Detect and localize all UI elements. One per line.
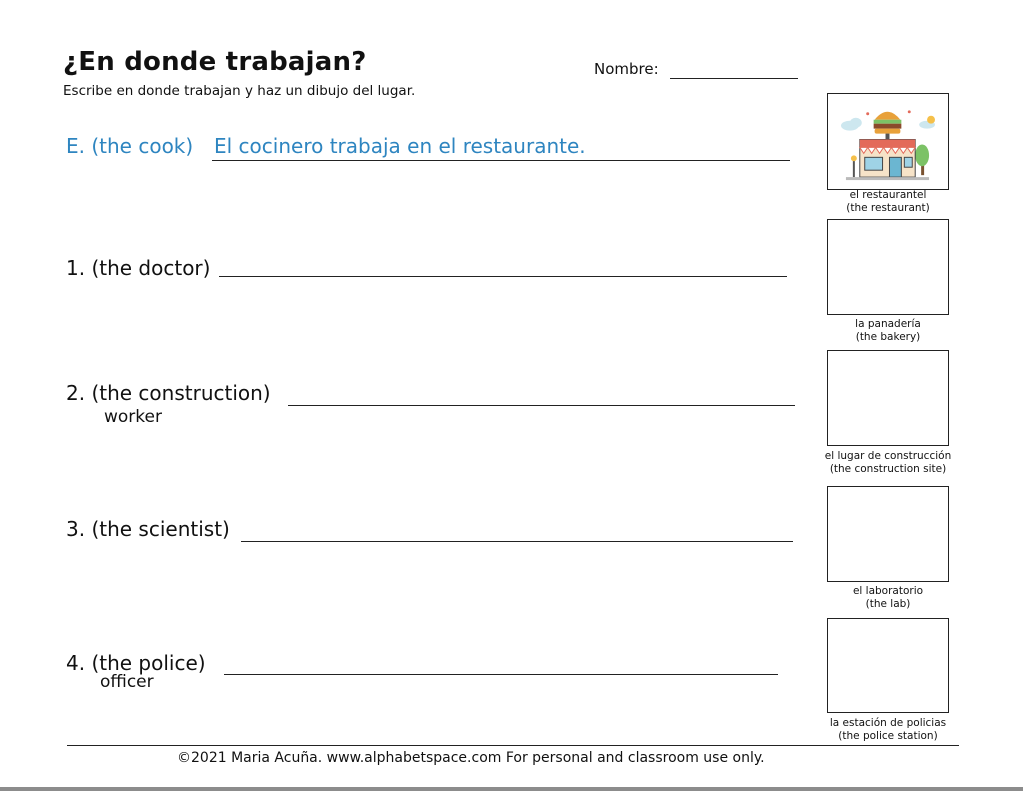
example-answer: El cocinero trabaja en el restaurante. bbox=[214, 134, 586, 158]
footer-copyright: ©2021 Maria Acuña. www.alphabetspace.com For personal and classroom use only. bbox=[177, 750, 765, 766]
caption-bakery-spanish: la panadería bbox=[855, 318, 921, 330]
caption-construction-site-english: (the construction site) bbox=[829, 463, 947, 475]
caption-bakery-english: (the bakery) bbox=[855, 331, 921, 343]
restaurant-picture-box bbox=[827, 93, 949, 190]
lab-picture-box[interactable] bbox=[827, 486, 949, 582]
page-title: ¿En donde trabajan? bbox=[63, 47, 367, 77]
caption-police-station bbox=[817, 717, 959, 743]
caption-police-station-english: (the police station) bbox=[838, 730, 938, 742]
name-field-line[interactable] bbox=[670, 78, 798, 79]
name-label: Nombre: bbox=[594, 60, 659, 78]
bakery-picture-box[interactable] bbox=[827, 219, 949, 315]
question-2-sublabel: worker bbox=[104, 407, 162, 427]
caption-police-station-spanish: la estación de policias bbox=[829, 717, 947, 729]
question-3-label: 3. (the scientist) bbox=[66, 517, 230, 541]
caption-lab-english: (the lab) bbox=[865, 598, 911, 610]
page-bottom-edge bbox=[0, 787, 1023, 791]
restaurant-icon bbox=[828, 94, 947, 188]
question-2-label: 2. (the construction) bbox=[66, 381, 271, 405]
caption-restaurant-english: (the restaurant) bbox=[846, 202, 930, 214]
question-1-answer-line[interactable] bbox=[219, 276, 787, 277]
question-1-label: 1. (the doctor) bbox=[66, 256, 211, 280]
caption-bakery bbox=[827, 318, 949, 344]
question-4-label: 4. (the police) bbox=[66, 651, 206, 675]
caption-restaurant-spanish: el restaurantel bbox=[849, 189, 927, 201]
footer-divider bbox=[67, 745, 959, 746]
question-4-answer-line[interactable] bbox=[224, 674, 778, 675]
caption-construction-site bbox=[817, 450, 959, 476]
example-label: E. (the cook) bbox=[66, 134, 194, 158]
question-2-answer-line[interactable] bbox=[288, 405, 795, 406]
instructions: Escribe en donde trabajan y haz un dibujo del lugar. bbox=[63, 83, 416, 99]
caption-construction-site-spanish: el lugar de construcción bbox=[824, 450, 952, 462]
caption-lab bbox=[827, 585, 949, 611]
caption-restaurant bbox=[827, 189, 949, 215]
caption-lab-spanish: el laboratorio bbox=[852, 585, 924, 597]
question-4-sublabel: officer bbox=[100, 672, 154, 692]
question-3-answer-line[interactable] bbox=[241, 541, 793, 542]
construction-site-picture-box[interactable] bbox=[827, 350, 949, 446]
example-answer-line bbox=[212, 160, 790, 161]
police-station-picture-box[interactable] bbox=[827, 618, 949, 713]
